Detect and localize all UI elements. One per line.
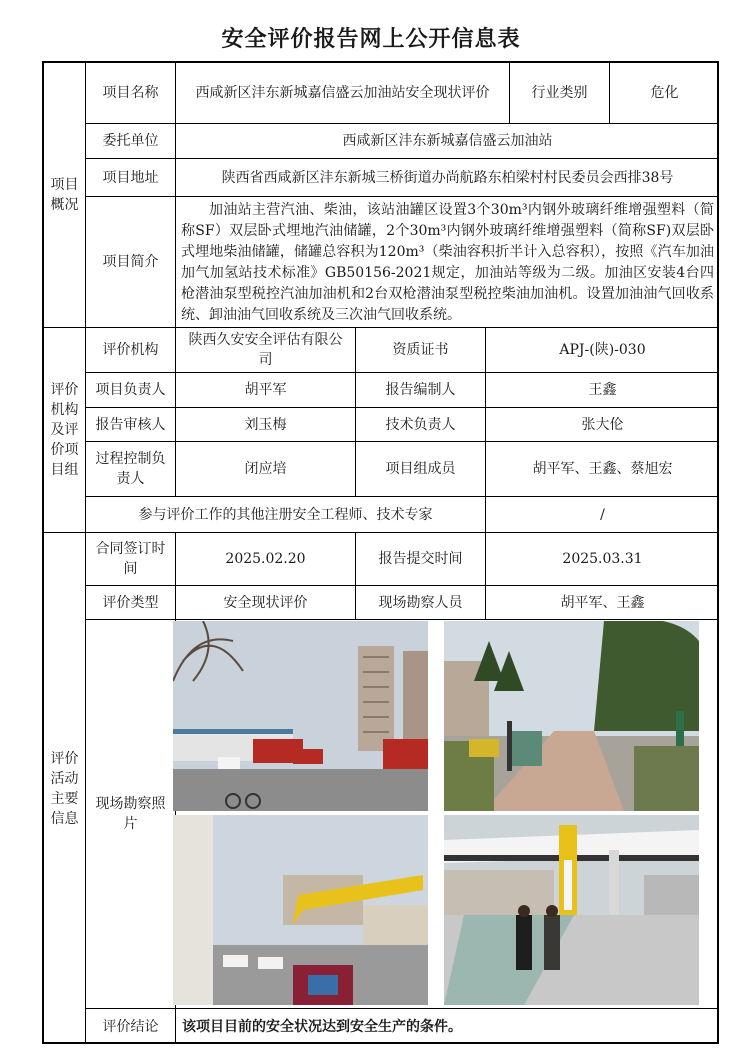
tech-label: 技术负责人 [356,408,486,442]
address-value: 陕西省西咸新区沣东新城三桥街道办尚航路东柏梁村村民委员会西排38号 [176,159,719,197]
section-activity-label: 评价活动主要信息 [44,533,86,1044]
conclusion-label: 评价结论 [86,1009,176,1044]
address-label: 项目地址 [86,159,176,197]
reviewer-value: 刘玉梅 [176,408,356,442]
cert-value: APJ-(陕)-030 [486,328,719,373]
submit-label: 报告提交时间 [356,533,486,586]
reviewer-label: 报告审核人 [86,408,176,442]
process-label: 过程控制负责人 [86,442,176,497]
client-value: 西咸新区沣东新城嘉信盛云加油站 [176,124,719,159]
intro-label: 项目简介 [86,197,176,328]
site-photo-station-canopy [173,815,428,1005]
inspectors-value: 胡平军、王鑫 [486,586,719,620]
type-label: 评价类型 [86,586,176,620]
others-label: 参与评价工作的其他注册安全工程师、技术专家 [86,497,486,533]
submit-value: 2025.03.31 [486,533,719,586]
client-label: 委托单位 [86,124,176,159]
intro-value: 加油站主营汽油、柴油，该站油罐区设置3个30m³内钢外玻璃纤维增强塑料（简称SF）双层卧式埋地汽油储罐，2个30m³内钢外玻璃纤维增强塑料（简称SF)双层卧式埋地柴油储罐，储罐总容积为120m³（柴油容积折半计入总容积），按照《汽车加油加气加氢站技术标准》GB50156-2021规定，加油站等级为二级。加油区安装4台四枪潜油泵型税控汽油加油机和2台双枪潜油泵型税控柴油加油机。设置加油油气回收系统、卸油油气回收系统及三次油气回收系统。 [176,197,719,328]
writer-value: 王鑫 [486,373,719,408]
contract-value: 2025.02.20 [176,533,356,586]
inspectors-label: 现场勘察人员 [356,586,486,620]
leader-value: 胡平军 [176,373,356,408]
others-value: / [486,497,719,533]
industry-value: 危化 [610,63,719,124]
project-name-value: 西咸新区沣东新城嘉信盛云加油站安全现状评价 [176,63,510,124]
section-project-overview-label: 项目概况 [44,63,86,328]
site-photo-team-at-station [444,815,699,1005]
agency-label: 评价机构 [86,328,176,373]
section-org-label: 评价机构及评价项目组 [44,328,86,533]
cert-label: 资质证书 [356,328,486,373]
project-name-label: 项目名称 [86,63,176,124]
tech-value: 张大伦 [486,408,719,442]
members-value: 胡平军、王鑫、蔡旭宏 [486,442,719,497]
leader-label: 项目负责人 [86,373,176,408]
members-label: 项目组成员 [356,442,486,497]
contract-label: 合同签订时间 [86,533,176,586]
document-title: 安全评价报告网上公开信息表 [221,27,521,52]
agency-value: 陕西久安安全评估有限公司 [176,328,356,373]
process-value: 闭应培 [176,442,356,497]
writer-label: 报告编制人 [356,373,486,408]
type-value: 安全现状评价 [176,586,356,620]
industry-label: 行业类别 [510,63,610,124]
conclusion-value: 该项目目前的安全状况达到安全生产的条件。 [182,1018,462,1035]
photos-label: 现场勘察照片 [86,620,176,1009]
site-photo-sidewalk [444,621,699,811]
site-photo-street-view [173,621,428,811]
